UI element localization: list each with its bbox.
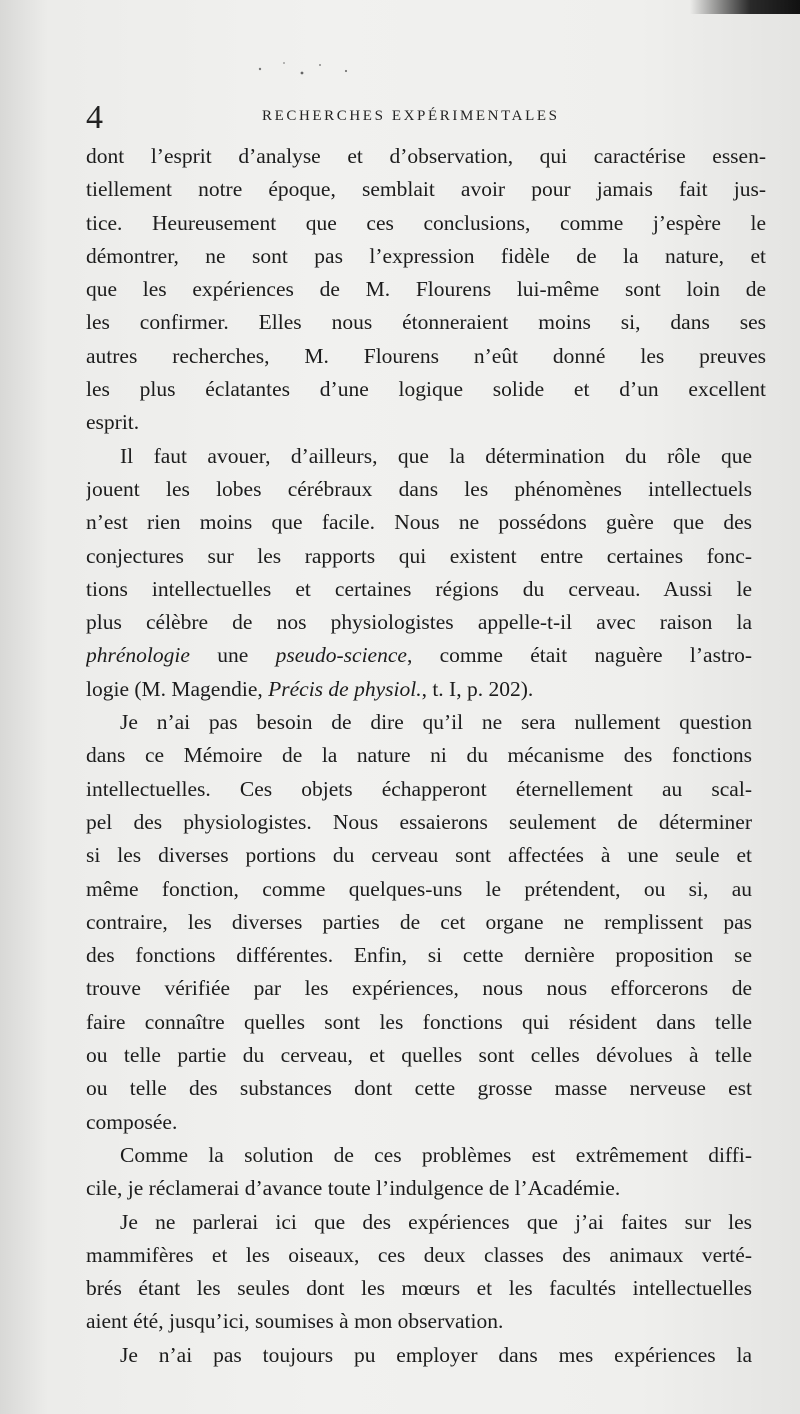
text-segment: Je ne parlerai ici que des expériences que j’ai faites sur les	[120, 1209, 752, 1234]
text-segment: démontrer, ne sont pas l’expression fidèle de la nature, et	[86, 243, 766, 268]
text-line	[86, 406, 752, 439]
text-segment: ou telle partie du cerveau, et quelles sont celles dévolues à telle	[86, 1043, 752, 1068]
text-line	[86, 573, 752, 606]
ink-specks	[250, 55, 370, 85]
text-segment: esprit.	[86, 410, 140, 435]
text-segment: aient été, jusqu’ici, soumises à mon observation.	[86, 1309, 504, 1334]
text-line	[86, 806, 752, 839]
text-segment: autres recherches, M. Flourens n’eût donné les preuves	[86, 343, 766, 368]
text-segment: Comme la solution de ces problèmes est extrêmement diffi-	[120, 1142, 752, 1167]
text-segment: ou telle des substances dont cette grosse masse nerveuse est	[86, 1076, 752, 1101]
text-line	[86, 473, 752, 506]
text-segment: conjectures sur les rapports qui existent entre certaines fonc-	[86, 543, 752, 568]
text-line	[86, 140, 766, 173]
text-line	[86, 1139, 752, 1172]
italic-text: phrénologie	[86, 643, 190, 668]
text-segment: , comme était naguère l’astro-	[406, 643, 752, 668]
italic-text: pseudo-science	[275, 643, 407, 668]
scan-edge-mark	[690, 0, 800, 14]
text-line	[86, 1072, 752, 1105]
text-segment: Je n’ai pas besoin de dire qu’il ne sera nullement question	[120, 710, 752, 735]
text-segment: les confirmer. Elles nous étonneraient moins si, dans ses	[86, 310, 766, 335]
text-line	[86, 1339, 752, 1372]
text-line	[86, 1106, 752, 1139]
text-segment: les plus éclatantes d’une logique solide et d’un excellent	[86, 377, 766, 402]
text-segment: contraire, les diverses parties de cet organe ne remplissent pas	[86, 909, 752, 934]
text-segment: , t. I, p. 202).	[421, 676, 534, 701]
italic-text: Précis de physiol.	[268, 676, 422, 701]
text-segment: si les diverses portions du cerveau sont affectées à une seule et	[86, 843, 752, 868]
text-segment: tice. Heureusement que ces conclusions, comme j’espère le	[86, 210, 766, 235]
text-line	[86, 440, 752, 473]
text-line	[86, 773, 752, 806]
text-line	[86, 639, 752, 672]
text-segment: trouve vérifiée par les expériences, nous nous efforcerons de	[86, 976, 752, 1001]
text-segment: composée.	[86, 1109, 178, 1134]
text-segment: une	[189, 643, 276, 668]
text-line	[86, 173, 766, 206]
text-segment: dans ce Mémoire de la nature ni du mécanisme des fonctions	[86, 743, 752, 768]
text-segment: Il faut avouer, d’ailleurs, que la détermination du rôle que	[120, 443, 752, 468]
text-segment: tiellement notre époque, semblait avoir pour jamais fait jus-	[86, 177, 766, 202]
text-segment: n’est rien moins que facile. Nous ne possédons guère que des	[86, 510, 752, 535]
text-segment: cile, je réclamerai d’avance toute l’indulgence de l’Académie.	[86, 1176, 621, 1201]
text-segment: tions intellectuelles et certaines régions du cerveau. Aussi le	[86, 576, 752, 601]
text-line	[86, 673, 752, 706]
text-line	[86, 540, 752, 573]
text-segment: que les expériences de M. Flourens lui-même sont loin de	[86, 277, 766, 302]
text-line	[86, 606, 752, 639]
text-line	[86, 1239, 752, 1272]
text-line	[86, 1272, 752, 1305]
text-line	[86, 739, 752, 772]
text-line	[86, 207, 766, 240]
text-segment: faire connaître quelles sont les fonctions qui résident dans telle	[86, 1009, 752, 1034]
running-head: RECHERCHES EXPÉRIMENTALES	[262, 108, 560, 124]
text-line	[86, 1006, 752, 1039]
text-line	[86, 273, 766, 306]
text-line	[86, 706, 752, 739]
text-segment: des fonctions différentes. Enfin, si cette dernière proposition se	[86, 943, 752, 968]
text-line	[86, 839, 752, 872]
text-segment: intellectuelles. Ces objets échapperont éternellement au scal-	[86, 776, 752, 801]
text-segment: mammifères et les oiseaux, ces deux classes des animaux verté-	[86, 1242, 752, 1267]
text-segment: plus célèbre de nos physiologistes appelle-t-il avec raison la	[86, 610, 752, 635]
text-segment: même fonction, comme quelques-uns le prétendent, ou si, au	[86, 876, 752, 901]
text-segment: brés étant les seules dont les mœurs et les facultés intellectuelles	[86, 1276, 752, 1301]
text-segment: logie (M. Magendie,	[86, 676, 269, 701]
text-line	[86, 1206, 752, 1239]
body-text	[86, 140, 766, 1372]
text-line	[86, 873, 752, 906]
page-number: 4	[86, 99, 103, 136]
text-line	[86, 240, 766, 273]
text-line	[86, 340, 766, 373]
text-line	[86, 1305, 752, 1338]
text-segment: Je n’ai pas toujours pu employer dans mes expériences la	[120, 1342, 752, 1367]
text-line	[86, 373, 766, 406]
text-line	[86, 1172, 752, 1205]
text-line	[86, 306, 766, 339]
text-segment: pel des physiologistes. Nous essaierons seulement de déterminer	[86, 809, 752, 834]
text-segment: dont l’esprit d’analyse et d’observation, qui caractérise essen-	[86, 144, 766, 168]
text-line	[86, 939, 752, 972]
text-line	[86, 906, 752, 939]
text-segment: jouent les lobes cérébraux dans les phénomènes intellectuels	[86, 476, 752, 501]
text-line	[86, 972, 752, 1005]
text-line	[86, 1039, 752, 1072]
text-line	[86, 506, 752, 539]
